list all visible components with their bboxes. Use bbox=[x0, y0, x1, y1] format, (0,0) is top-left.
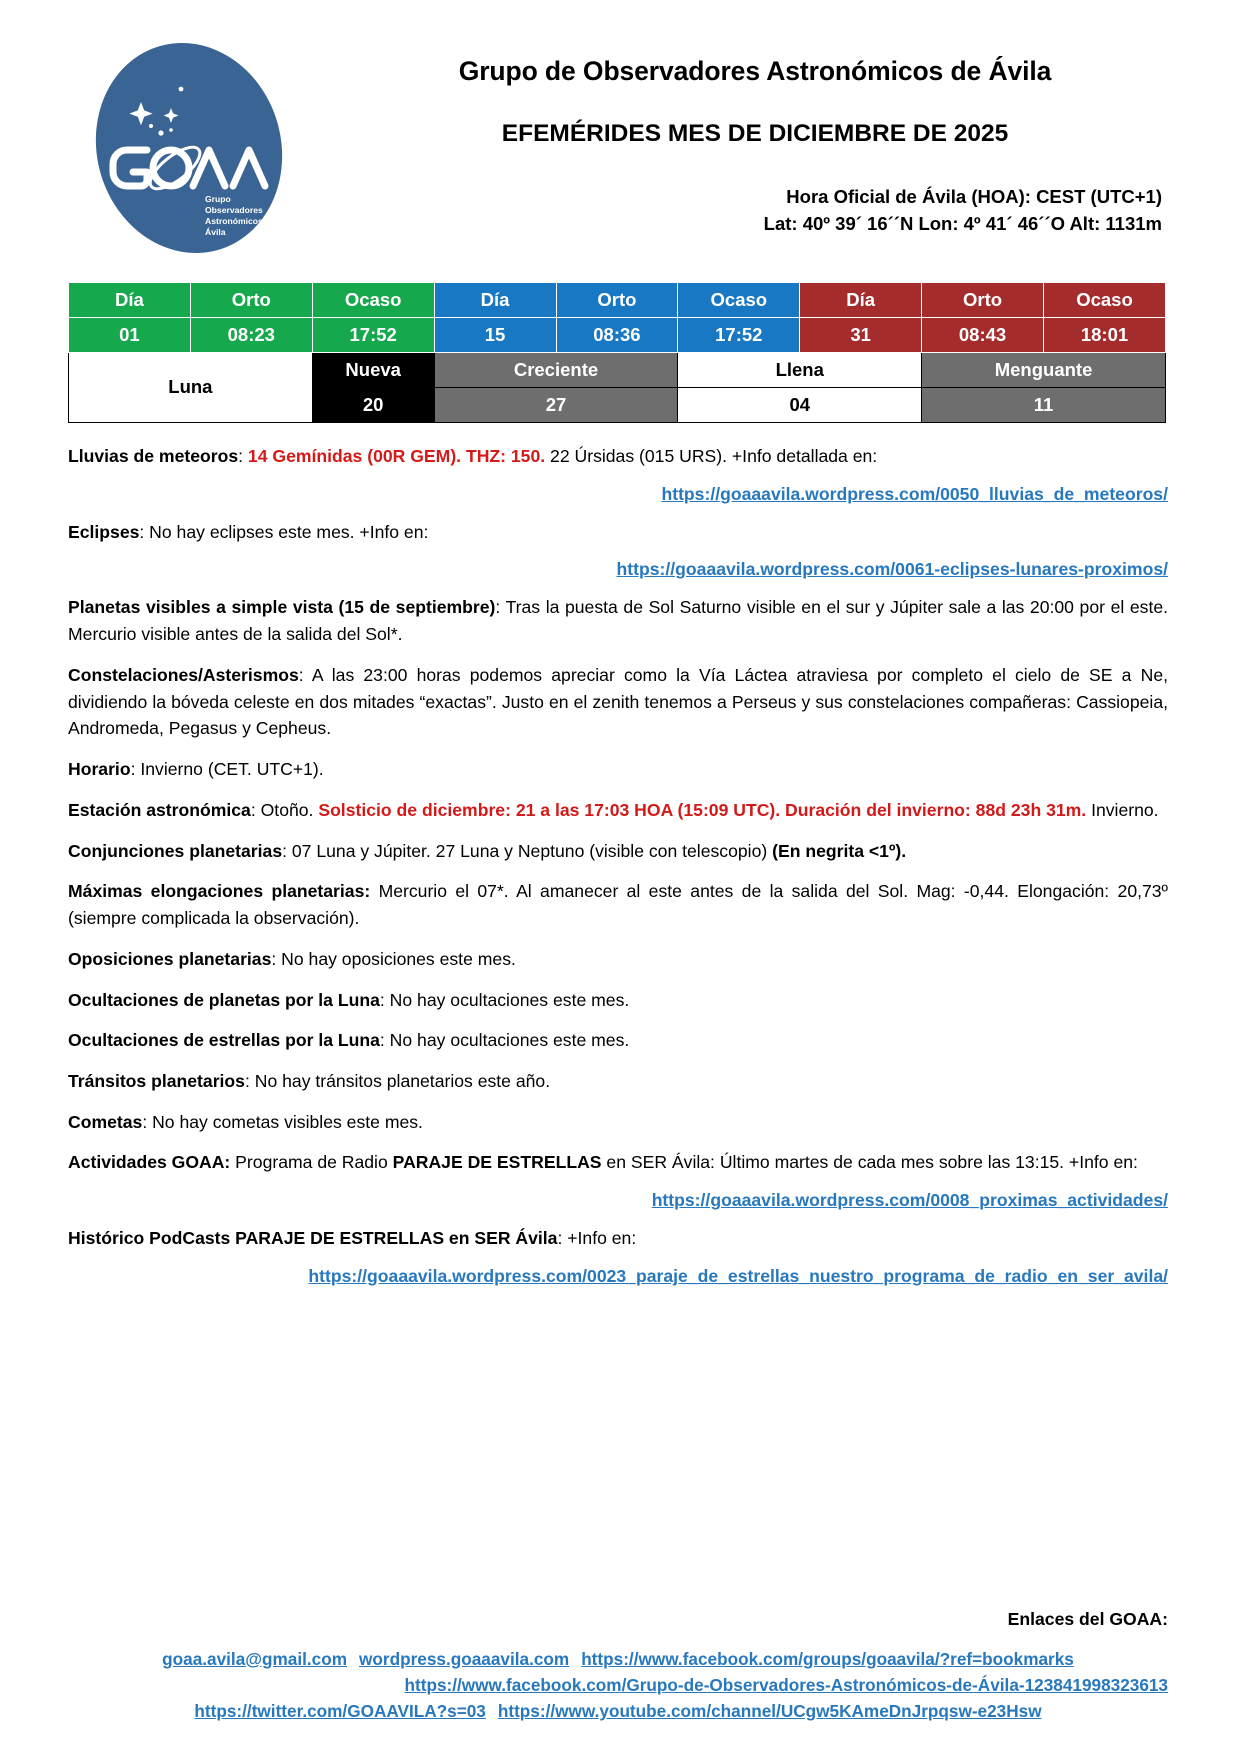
coordinates-line: Lat: 40º 39´ 16´´N Lon: 4º 41´ 46´´O Alt: 1131m bbox=[763, 213, 1162, 235]
section-ocultaciones-planetas bbox=[68, 987, 1168, 1014]
section-eclipses-text: : No hay eclipses este mes. +Info en: bbox=[139, 521, 429, 542]
link-eclipses[interactable]: https://goaaavila.wordpress.com/0061-eclipses-lunares-proximos/ bbox=[616, 559, 1168, 580]
cell-moon-label: Luna bbox=[69, 353, 313, 423]
document-header bbox=[68, 34, 1168, 262]
footer-link-twitter[interactable]: https://twitter.com/GOAAVILA?s=03 bbox=[194, 1700, 486, 1721]
section-eclipses-label: Eclipses bbox=[68, 521, 140, 542]
section-planetas bbox=[68, 594, 1168, 647]
section-constelaciones-label: Constelaciones/Asterismos bbox=[68, 664, 299, 685]
cell-value-dia-1: 01 bbox=[69, 318, 191, 353]
cell-phase-name-menguante: Menguante bbox=[922, 353, 1166, 388]
footer-link-email[interactable]: goaa.avila@gmail.com bbox=[162, 1648, 348, 1669]
section-oposiciones-text: : No hay oposiciones este mes. bbox=[271, 948, 516, 969]
footer-link-facebook-page[interactable]: https://www.facebook.com/Grupo-de-Observadores-Astronómicos-de-Ávila-123841998323613 bbox=[404, 1674, 1168, 1695]
organization-title: Grupo de Observadores Astronómicos de Ávila bbox=[458, 56, 1052, 86]
cell-header-orto-1: Orto bbox=[190, 283, 312, 318]
footer-links-block bbox=[68, 1646, 1168, 1724]
logo-subline-2: Observadores bbox=[205, 205, 263, 215]
cell-header-ocaso-1: Ocaso bbox=[312, 283, 434, 318]
section-ocultaciones-estrellas bbox=[68, 1027, 1168, 1054]
section-planetas-text: : Tras la puesta de Sol Saturno visible en el sur y Júpiter sale a las 20:00 por el este. Mercurio visible antes de la salida del Sol*. bbox=[68, 597, 1169, 645]
footer-link-wordpress[interactable]: wordpress.goaaavila.com bbox=[359, 1648, 570, 1669]
link-proximas-actividades[interactable]: https://goaaavila.wordpress.com/0008_proximas_actividades/ bbox=[651, 1190, 1168, 1211]
cell-header-ocaso-2: Ocaso bbox=[678, 283, 800, 318]
link-podcasts[interactable]: https://goaaavila.wordpress.com/0023_paraje_de_estrellas_nuestro_programa_de_radio_en_ser_avila/ bbox=[308, 1265, 1168, 1286]
document-footer bbox=[68, 1609, 1168, 1724]
cell-phase-name-llena: Llena bbox=[678, 353, 922, 388]
section-ocult-estrellas-label: Ocultaciones de estrellas por la Luna bbox=[68, 1030, 380, 1051]
cell-value-dia-3: 31 bbox=[800, 318, 922, 353]
section-podcasts-label: Histórico PodCasts PARAJE DE ESTRELLAS en SER Ávila bbox=[68, 1228, 558, 1249]
section-meteoros-highlight: 14 Gemínidas (00R GEM). THZ: 150. bbox=[247, 446, 546, 466]
cell-value-orto-3: 08:43 bbox=[922, 318, 1044, 353]
cell-phase-day-llena: 04 bbox=[678, 388, 922, 423]
section-planetas-label: Planetas visibles a simple vista (15 de septiembre) bbox=[68, 597, 496, 618]
section-estacion bbox=[68, 797, 1168, 824]
section-oposiciones bbox=[68, 946, 1168, 973]
section-constelaciones-text: : A las 23:00 horas podemos apreciar como la Vía Láctea atraviesa por completo el cielo de SE a Ne, dividiendo la bóveda celeste en dos mitades “exactas”. Justo en el zenith tenemos a Perseus y sus constelaciones compañeras: Cassiopeia, Andromeda, Pegasus y Cepheus. bbox=[68, 664, 1168, 739]
section-meteoros-label: Lluvias de meteoros bbox=[68, 446, 239, 466]
footer-links-row-2 bbox=[68, 1672, 1168, 1698]
table-row-sun-values bbox=[69, 318, 1166, 353]
section-podcasts-text: : +Info en: bbox=[557, 1228, 637, 1249]
cell-value-orto-1: 08:23 bbox=[190, 318, 312, 353]
section-cometas-text: : No hay cometas visibles este mes. bbox=[142, 1111, 423, 1132]
section-horario bbox=[68, 756, 1168, 783]
section-elongaciones-label: Máximas elongaciones planetarias: bbox=[68, 881, 371, 902]
section-actividades-label: Actividades GOAA: bbox=[68, 1152, 231, 1173]
section-meteoros-rest: 22 Úrsidas (015 URS). +Info detallada en: bbox=[545, 446, 878, 466]
section-estacion-label: Estación astronómica bbox=[68, 799, 251, 820]
cell-header-dia-3: Día bbox=[800, 283, 922, 318]
footer-title: Enlaces del GOAA: bbox=[1007, 1608, 1168, 1629]
section-meteoros bbox=[68, 443, 1168, 470]
document-title: EFEMÉRIDES MES DE DICIEMBRE DE 2025 bbox=[501, 120, 1009, 148]
section-elongaciones bbox=[68, 878, 1168, 931]
cell-header-orto-2: Orto bbox=[556, 283, 678, 318]
section-constelaciones bbox=[68, 662, 1168, 742]
section-ocult-planetas-label: Ocultaciones de planetas por la Luna bbox=[68, 989, 380, 1010]
section-ocult-planetas-text: : No hay ocultaciones este mes. bbox=[379, 989, 630, 1010]
cell-phase-day-creciente: 27 bbox=[434, 388, 678, 423]
logo-subline-4: Ávila bbox=[205, 227, 226, 237]
section-ocult-estrellas-text: : No hay ocultaciones este mes. bbox=[379, 1030, 630, 1051]
ephemeris-table bbox=[68, 282, 1166, 423]
logo-container bbox=[68, 34, 318, 262]
section-transitos bbox=[68, 1068, 1168, 1095]
cell-value-ocaso-2: 17:52 bbox=[678, 318, 800, 353]
cell-value-ocaso-3: 18:01 bbox=[1044, 318, 1166, 353]
section-actividades-post: en SER Ávila: Último martes de cada mes sobre las 13:15. +Info en: bbox=[601, 1152, 1138, 1173]
table-row-sun-headers bbox=[69, 283, 1166, 318]
cell-phase-day-nueva: 20 bbox=[312, 388, 434, 423]
section-estacion-tail: Invierno. bbox=[1086, 799, 1159, 820]
section-conjunciones-bold-tail: (En negrita <1º). bbox=[772, 840, 907, 861]
logo-subline-1: Grupo bbox=[205, 194, 231, 204]
cell-value-orto-2: 08:36 bbox=[556, 318, 678, 353]
table-row-moon-names bbox=[69, 353, 1166, 388]
section-conjunciones-text: : 07 Luna y Júpiter. 27 Luna y Neptuno (visible con telescopio) bbox=[282, 840, 773, 861]
official-time-line: Hora Oficial de Ávila (HOA): CEST (UTC+1) bbox=[786, 185, 1162, 207]
section-estacion-text: : Otoño. bbox=[250, 799, 319, 820]
cell-phase-day-menguante: 11 bbox=[922, 388, 1166, 423]
section-podcasts bbox=[68, 1225, 1168, 1252]
footer-links-row-3 bbox=[68, 1698, 1168, 1724]
footer-links-row-1 bbox=[68, 1646, 1168, 1672]
section-meteoros-colon: : bbox=[238, 446, 248, 466]
footer-link-facebook-group[interactable]: https://www.facebook.com/groups/goaavila/?ref=bookmarks bbox=[581, 1648, 1074, 1669]
section-conjunciones-label: Conjunciones planetarias bbox=[68, 840, 283, 861]
section-actividades bbox=[68, 1149, 1168, 1176]
cell-phase-name-nueva: Nueva bbox=[312, 353, 434, 388]
footer-link-youtube[interactable]: https://www.youtube.com/channel/UCgw5KAmeDnJrpqsw-e23Hsw bbox=[497, 1700, 1042, 1721]
cell-header-dia-1: Día bbox=[69, 283, 191, 318]
goaa-logo-icon bbox=[85, 38, 301, 262]
section-transitos-text: : No hay tránsitos planetarios este año. bbox=[244, 1071, 551, 1092]
section-elongaciones-text: Mercurio el 07*. Al amanecer al este antes de la salida del Sol. Mag: -0,44. Elongación: 20,73º (siempre complicada la observación). bbox=[68, 881, 1168, 929]
cell-value-dia-2: 15 bbox=[434, 318, 556, 353]
content-body bbox=[68, 443, 1168, 1287]
section-conjunciones bbox=[68, 838, 1168, 865]
cell-header-dia-2: Día bbox=[434, 283, 556, 318]
cell-header-orto-3: Orto bbox=[922, 283, 1044, 318]
section-cometas bbox=[68, 1109, 1168, 1136]
cell-header-ocaso-3: Ocaso bbox=[1044, 283, 1166, 318]
section-eclipses bbox=[68, 519, 1168, 546]
section-actividades-pre: Programa de Radio bbox=[230, 1152, 393, 1173]
section-cometas-label: Cometas bbox=[68, 1111, 143, 1132]
logo-subline-3: Astronómicos bbox=[205, 216, 263, 226]
section-horario-text: : Invierno (CET. UTC+1). bbox=[130, 759, 324, 780]
cell-value-ocaso-1: 17:52 bbox=[312, 318, 434, 353]
section-oposiciones-label: Oposiciones planetarias bbox=[68, 948, 272, 969]
cell-phase-name-creciente: Creciente bbox=[434, 353, 678, 388]
section-actividades-program-name: PARAJE DE ESTRELLAS bbox=[392, 1152, 602, 1173]
section-horario-label: Horario bbox=[68, 759, 131, 780]
section-transitos-label: Tránsitos planetarios bbox=[68, 1071, 245, 1092]
header-text-block bbox=[318, 34, 1168, 238]
link-lluvias-meteoros[interactable]: https://goaaavila.wordpress.com/0050_lluvias_de_meteoros/ bbox=[661, 483, 1168, 504]
section-estacion-highlight: Solsticio de diciembre: 21 a las 17:03 HOA (15:09 UTC). Duración del invierno: 88d 23h 31m. bbox=[318, 799, 1087, 820]
